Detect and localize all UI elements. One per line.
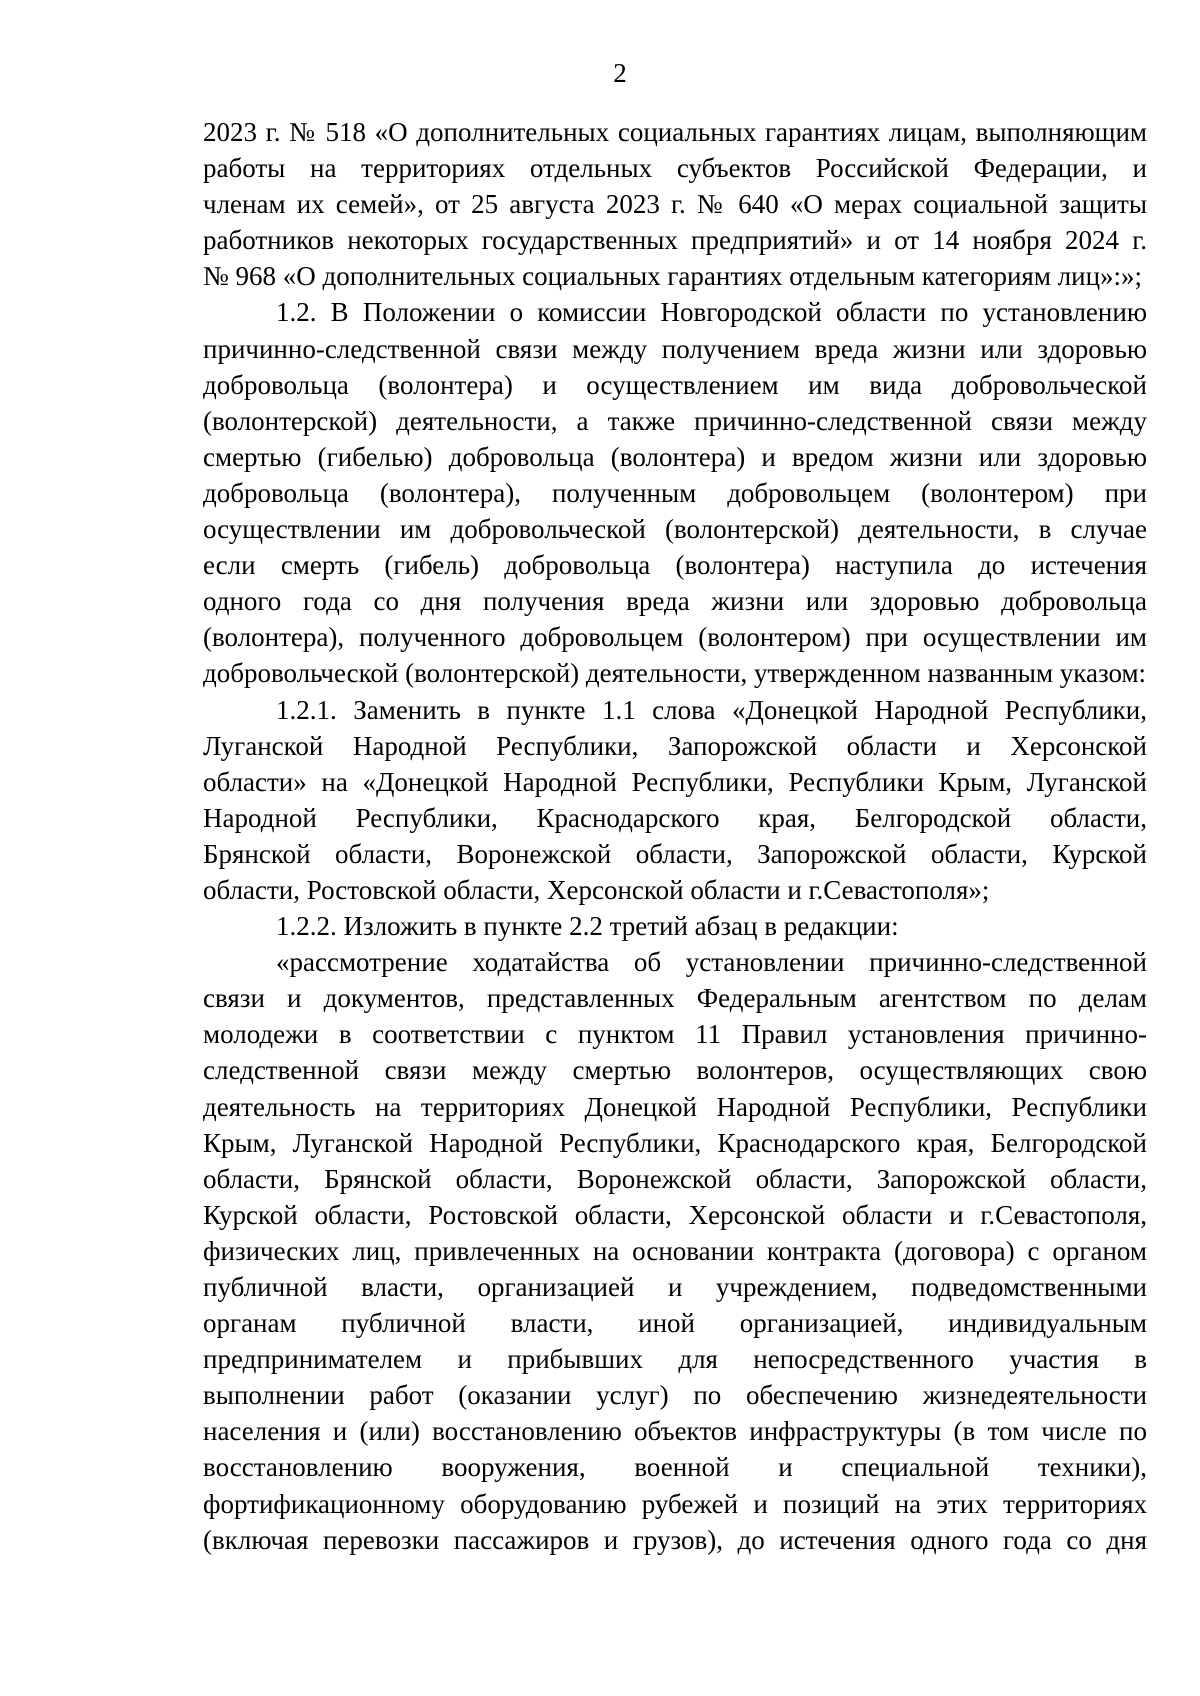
text-line: работы на территориях отдельных субъектов Российской Федерации, и: [203, 153, 1147, 184]
text-line: работников некоторых государственных предприятий» и от 14 ноября 2024 г.: [203, 225, 1147, 256]
text-line: добровольца (волонтера) и осуществлением им вида добровольческой: [203, 369, 1147, 400]
text-line: фортификационному оборудованию рубежей и позиций на этих территориях: [203, 1488, 1147, 1519]
text-line: Крым, Луганской Народной Республики, Краснодарского края, Белгородской: [203, 1127, 1147, 1158]
text-line: (волонтерской) деятельности, а также причинно-следственной связи между: [203, 405, 1147, 436]
para-1-2-1: [203, 692, 1147, 909]
text-line: деятельность на территориях Донецкой Народной Республики, Республики: [203, 1091, 1147, 1122]
para-1-2-2: [203, 908, 1147, 944]
para-1-2: [203, 294, 1147, 691]
text-line: (волонтера), полученного добровольцем (волонтером) при осуществлении им: [203, 622, 1147, 653]
text-line: причинно-следственной связи между получением вреда жизни или здоровью: [203, 333, 1147, 364]
text-line: членам их семей», от 25 августа 2023 г. № 640 «О мерах социальной защиты: [203, 189, 1147, 220]
text-line: добровольческой (волонтерской) деятельности, утвержденном названным указом:: [203, 658, 1147, 689]
text-line: одного года со дня получения вреда жизни или здоровью добровольца: [203, 586, 1147, 617]
text-line: Народной Республики, Краснодарского края, Белгородской области,: [203, 802, 1147, 833]
text-line: населения и (или) восстановлению объектов инфраструктуры (в том числе по: [203, 1416, 1147, 1447]
text-line: осуществлении им добровольческой (волонтерской) деятельности, в случае: [203, 514, 1147, 545]
text-line: 1.2.1. Заменить в пункте 1.1 слова «Донецкой Народной Республики,: [276, 694, 1147, 725]
para-quote: [203, 944, 1147, 1558]
page-number: 2: [613, 58, 627, 88]
text-line: предпринимателем и прибывших для непосредственного участия в: [203, 1344, 1147, 1375]
text-line: смертью (гибелью) добровольца (волонтера) и вредом жизни или здоровью: [203, 441, 1147, 472]
text-line: выполнении работ (оказании услуг) по обеспечению жизнедеятельности: [203, 1380, 1147, 1411]
text-line: № 968 «О дополнительных социальных гарантиях отдельным категориям лиц»:»;: [203, 261, 1143, 292]
text-line: молодежи в соответствии с пунктом 11 Правил установления причинно-: [203, 1019, 1147, 1050]
text-line: «рассмотрение ходатайства об установлении причинно-следственной: [276, 947, 1147, 978]
text-line: следственной связи между смертью волонтеров, осуществляющих свою: [203, 1055, 1147, 1086]
text-line: восстановлению вооружения, военной и специальной техники),: [203, 1452, 1147, 1483]
para-continuation: [203, 114, 1147, 294]
text-line: связи и документов, представленных Федеральным агентством по делам: [203, 983, 1147, 1014]
text-line: области» на «Донецкой Народной Республики, Республики Крым, Луганской: [203, 766, 1147, 797]
text-line: добровольца (волонтера), полученным добровольцем (волонтером) при: [203, 477, 1147, 508]
text-line: области, Ростовской области, Херсонской области и г.Севастополя»;: [203, 874, 990, 905]
text-line: (включая перевозки пассажиров и грузов), до истечения одного года со дня: [203, 1524, 1147, 1555]
text-line: 1.2. В Положении о комиссии Новгородской области по установлению: [276, 297, 1147, 328]
text-line: органам публичной власти, иной организацией, индивидуальным: [203, 1308, 1147, 1339]
document-body: [203, 114, 1147, 1558]
text-line: публичной власти, организацией и учреждением, подведомственными: [203, 1272, 1147, 1302]
text-line: 2023 г. № 518 «О дополнительных социальных гарантиях лицам, выполняющим: [203, 117, 1147, 147]
text-line: Брянской области, Воронежской области, Запорожской области, Курской: [203, 838, 1147, 869]
text-line: Курской области, Ростовской области, Херсонской области и г.Севастополя,: [203, 1199, 1147, 1230]
text-line: физических лиц, привлеченных на основании контракта (договора) с органом: [203, 1235, 1147, 1266]
text-line: 1.2.2. Изложить в пункте 2.2 третий абзац в редакции:: [276, 911, 899, 942]
text-line: области, Брянской области, Воронежской области, Запорожской области,: [203, 1163, 1147, 1194]
text-line: если смерть (гибель) добровольца (волонтера) наступила до истечения: [203, 550, 1147, 581]
text-line: Луганской Народной Республики, Запорожской области и Херсонской: [203, 730, 1147, 761]
